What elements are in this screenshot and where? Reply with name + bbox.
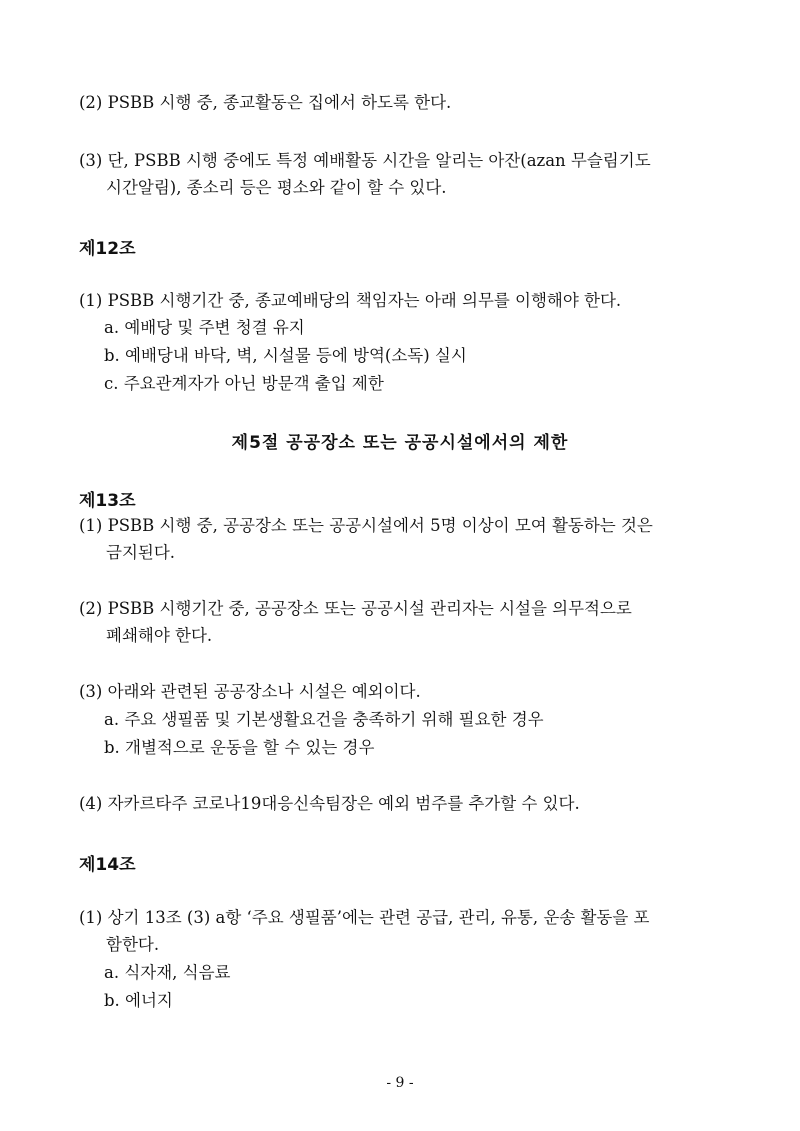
article-13-clause-4: (4) 자카르타주 코로나19대응신속팀장은 예외 범주를 추가할 수 있다. [79,794,580,813]
article-12-heading: 제12조 [79,239,136,259]
article-12-item-b: b. 예배당내 바닥, 벽, 시설물 등에 방역(소독) 실시 [104,346,467,365]
article-14-heading: 제14조 [79,855,136,875]
paragraph-3-line-1: (3) 단, PSBB 시행 중에도 특정 예배활동 시간을 알리는 아잔(azan 무슬림기도 [79,151,651,170]
article-12-item-a: a. 예배당 및 주변 청결 유지 [104,318,305,337]
article-13-clause-3: (3) 아래와 관련된 공공장소나 시설은 예외이다. [79,682,421,701]
article-14-item-b: b. 에너지 [104,991,173,1010]
article-13-clause-2-line-2: 폐쇄해야 한다. [106,626,213,645]
article-13-item-a: a. 주요 생필품 및 기본생활요건을 충족하기 위해 필요한 경우 [104,710,544,729]
article-14-clause-1-line-1: (1) 상기 13조 (3) a항 ‘주요 생필품’에는 관련 공급, 관리, 유통, 운송 활동을 포 [79,908,650,927]
article-13-clause-1-line-1: (1) PSBB 시행 중, 공공장소 또는 공공시설에서 5명 이상이 모여 활동하는 것은 [79,516,653,535]
section-5-heading: 제5절 공공장소 또는 공공시설에서의 제한 [231,433,569,453]
article-12-item-c: c. 주요관계자가 아닌 방문객 출입 제한 [104,374,384,393]
article-12-clause-1: (1) PSBB 시행기간 중, 종교예배당의 책임자는 아래 의무를 이행해야 한다. [79,291,622,310]
paragraph-3-line-2: 시간알림), 종소리 등은 평소와 같이 할 수 있다. [106,178,447,197]
article-14-clause-1-line-2: 함한다. [106,935,160,954]
page-number: - 9 - [386,1075,414,1091]
article-14-item-a: a. 식자재, 식음료 [104,963,231,982]
article-13-clause-2-line-1: (2) PSBB 시행기간 중, 공공장소 또는 공공시설 관리자는 시설을 의무적으로 [79,599,632,618]
article-13-clause-1-line-2: 금지된다. [106,543,176,562]
paragraph-2: (2) PSBB 시행 중, 종교활동은 집에서 하도록 한다. [79,93,452,112]
article-13-item-b: b. 개별적으로 운동을 할 수 있는 경우 [104,738,375,757]
article-13-heading: 제13조 [79,491,136,511]
